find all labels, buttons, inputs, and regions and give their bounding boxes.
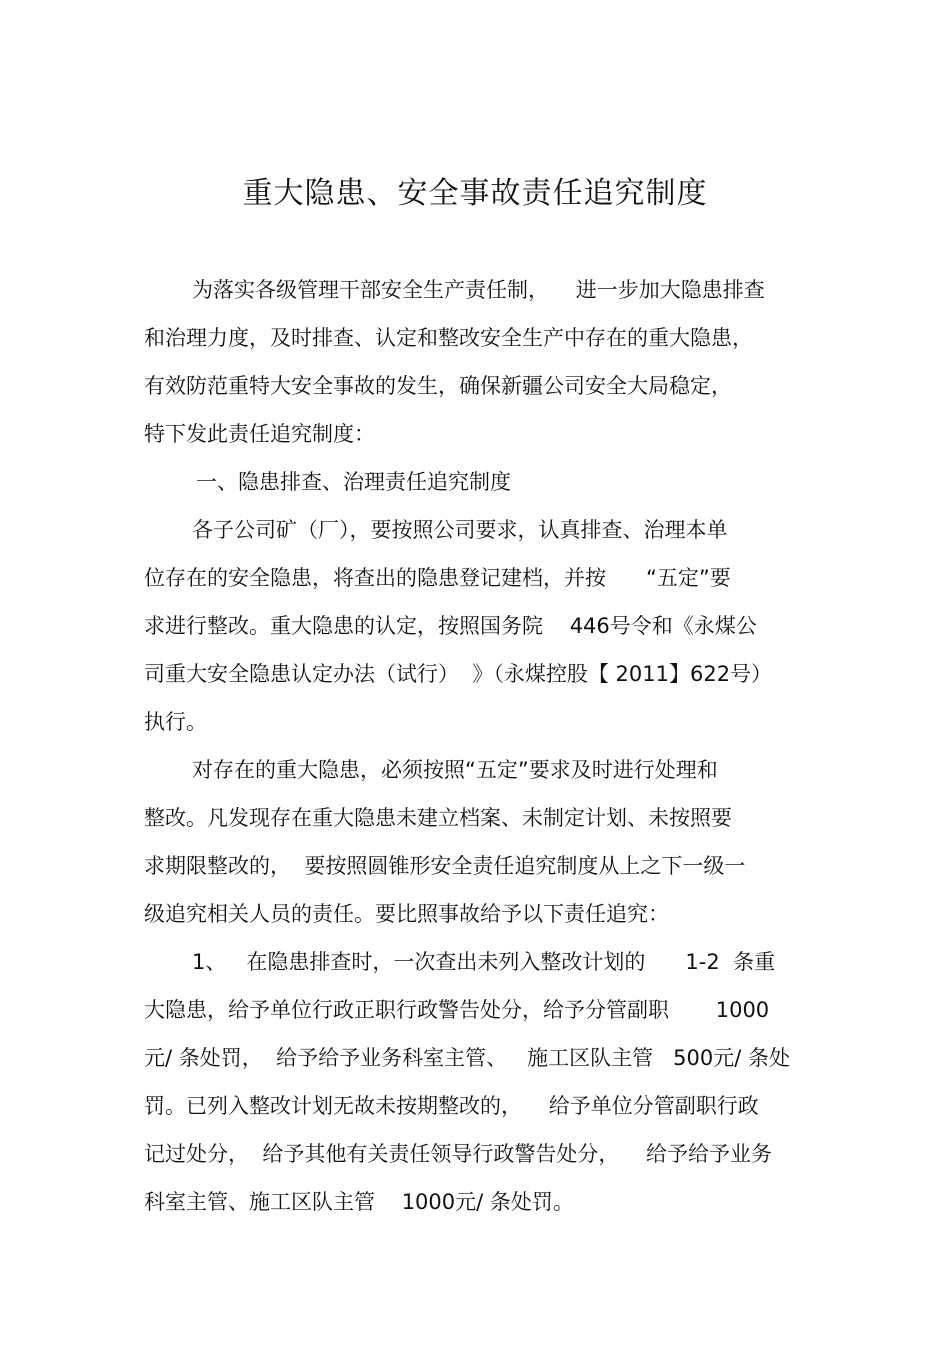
list-item-line: 大隐患，给予单位行政正职行政警告处分，给予分管副职 1000 xyxy=(144,998,770,1022)
paragraph-line: 位存在的安全隐患，将查出的隐患登记建档，并按 “五定”要 xyxy=(144,566,731,590)
paragraph-line: 特下发此责任追究制度： xyxy=(144,422,375,446)
paragraph-line: 求进行整改。重大隐患的认定，按照国务院 446号令和《永煤公 xyxy=(144,614,757,638)
paragraph-line: 各子公司矿（厂），要按照公司要求，认真排查、治理本单 xyxy=(192,518,728,542)
section-heading: 一、隐患排查、治理责任追究制度 xyxy=(196,470,511,494)
paragraph-line: 整改。凡发现存在重大隐患未建立档案、未制定计划、未按照要 xyxy=(144,806,732,830)
paragraph-line: 和治理力度，及时排查、认定和整改安全生产中存在的重大隐患， xyxy=(144,326,753,350)
paragraph-line: 级追究相关人员的责任。要比照事故给予以下责任追究： xyxy=(144,902,669,926)
list-item-line: 元/ 条处罚， 给予给予业务科室主管、 施工区队主管 500元/ 条处 xyxy=(144,1046,790,1070)
list-item-line: 记过处分， 给予其他有关责任领导行政警告处分， 给予给予业务 xyxy=(144,1142,773,1166)
list-item-line: 科室主管、施工区队主管 1000元/ 条处罚。 xyxy=(144,1190,574,1214)
list-item-line: 1、 在隐患排查时，一次查出未列入整改计划的 1-2 条重 xyxy=(192,950,776,974)
paragraph-line: 有效防范重特大安全事故的发生，确保新疆公司安全大局稳定， xyxy=(144,374,732,398)
list-item-line: 罚。已列入整改计划无故未按期整改的， 给予单位分管副职行政 xyxy=(144,1094,759,1118)
document-title: 重大隐患、安全事故责任追究制度 xyxy=(242,176,708,211)
paragraph-line: 求期限整改的， 要按照圆锥形安全责任追究制度从上之下一级一 xyxy=(144,854,746,878)
paragraph-line: 对存在的重大隐患，必须按照“五定”要求及时进行处理和 xyxy=(192,758,718,782)
paragraph-line: 为落实各级管理干部安全生产责任制， 进一步加大隐患排查 xyxy=(192,278,765,302)
paragraph-line: 执行。 xyxy=(144,710,207,734)
paragraph-line: 司重大安全隐患认定办法（试行） 》（永煤控股【 2011】622号） xyxy=(144,662,773,686)
